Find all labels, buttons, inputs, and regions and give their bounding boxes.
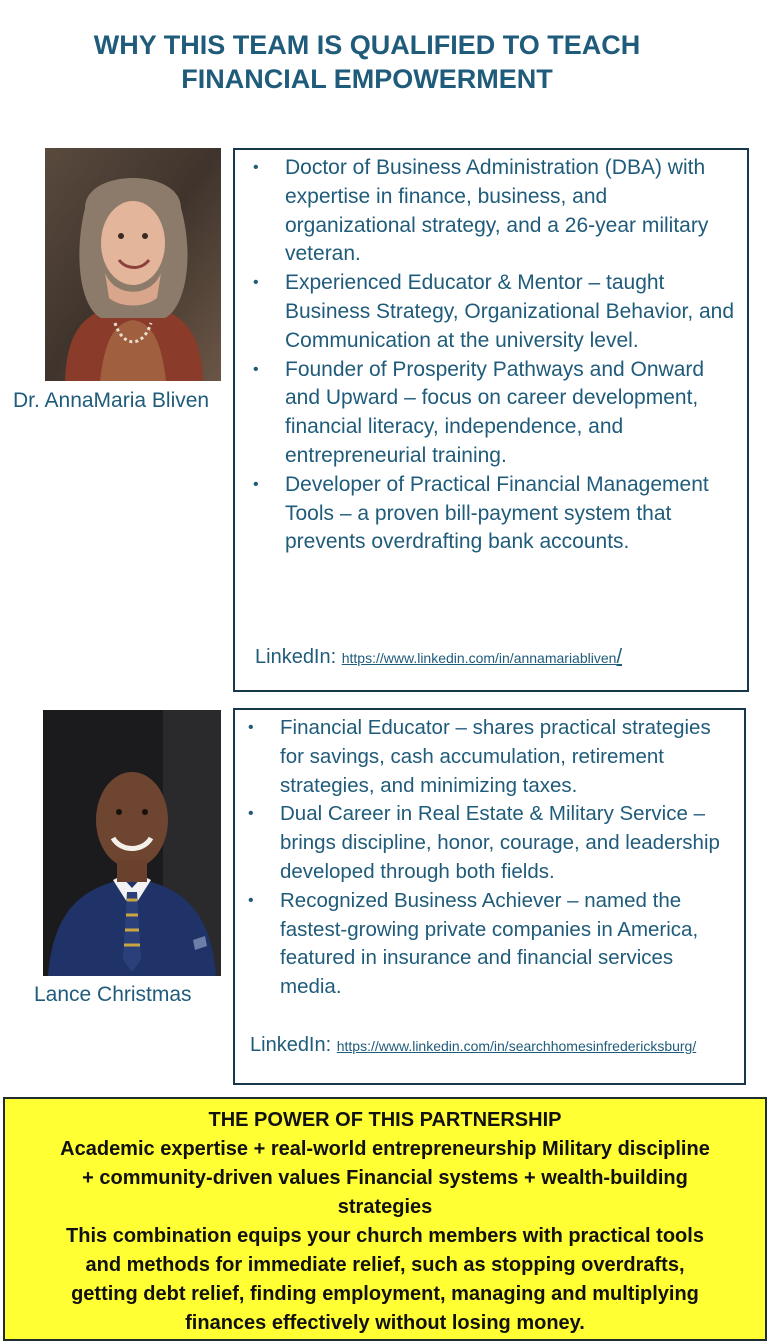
banner-line: finances effectively without losing money. [185,1312,585,1334]
bullet-icon: • [253,159,259,176]
bullet-icon: • [253,360,259,378]
linkedin-link[interactable]: https://www.linkedin.com/in/annamariabliven [341,650,617,666]
bullet-icon: • [253,475,259,493]
annamaria-bliven-name: Dr. AnnaMaria Bliven [13,389,210,412]
banner-line: and methods for immediate relief, such as stopping overdrafts, [85,1254,685,1276]
credential-item: • Recognized Business Achiever – named the fastest-growing private companies in America, featured in insurance and financial services media. [248,888,699,999]
linkedin-line [250,1034,696,1057]
linkedin-link-tail[interactable]: / [616,646,622,668]
partnership-banner [3,1097,767,1341]
page-title-line-2: FINANCIAL EMPOWERMENT [181,64,553,94]
linkedin-label: LinkedIn: [255,646,342,668]
banner-line: + community-driven values Financial systems + wealth-building [82,1167,688,1189]
annamaria-bliven-photo [45,148,221,381]
credential-item: • Experienced Educator & Mentor – taught Business Strategy, Organizational Behavior, and Communication at the university level. [253,271,735,352]
banner-line: Academic expertise + real-world entrepreneurship Military discipline [60,1138,710,1160]
linkedin-link[interactable]: https://www.linkedin.com/in/searchhomesinfredericksburg/ [336,1038,697,1054]
credential-list [248,714,740,1002]
bullet-icon: • [253,274,259,292]
banner-line: This combination equips your church members with practical tools [66,1225,704,1247]
bullet-icon: • [248,719,254,736]
lance-christmas-photo [43,710,221,976]
credential-list [253,154,741,557]
linkedin-line [255,646,622,669]
annamaria-bliven-credentials [233,148,749,692]
bullet-icon: • [248,805,254,823]
page-title-line-1: WHY THIS TEAM IS QUALIFIED TO TEACH [93,30,641,60]
credential-item: • Financial Educator – shares practical strategies for savings, cash accumulation, retirement strategies, and minimizing taxes. [248,716,711,797]
lance-christmas-name: Lance Christmas [34,983,192,1006]
banner-heading: THE POWER OF THIS PARTNERSHIP [208,1109,562,1131]
credential-item: • Founder of Prosperity Pathways and Onward and Upward – focus on career development, financial literacy, independence, and entrepreneurial training. [253,357,705,467]
bullet-icon: • [248,891,254,909]
credential-item: • Doctor of Business Administration (DBA) with expertise in finance, business, and organizational strategy, and a 26-year military veteran. [253,156,709,266]
banner-line: strategies [337,1196,433,1218]
credential-item: • Dual Career in Real Estate & Military Service – brings discipline, honor, courage, and leadership developed through both fields. [248,802,720,883]
linkedin-label: LinkedIn: [250,1034,337,1056]
page-title [0,28,734,96]
credential-item: • Developer of Practical Financial Management Tools – a proven bill-payment system that prevents overdrafting bank accounts. [253,472,709,554]
banner-line: getting debt relief, finding employment, managing and multiplying [71,1283,699,1305]
lance-christmas-credentials [233,708,746,1085]
